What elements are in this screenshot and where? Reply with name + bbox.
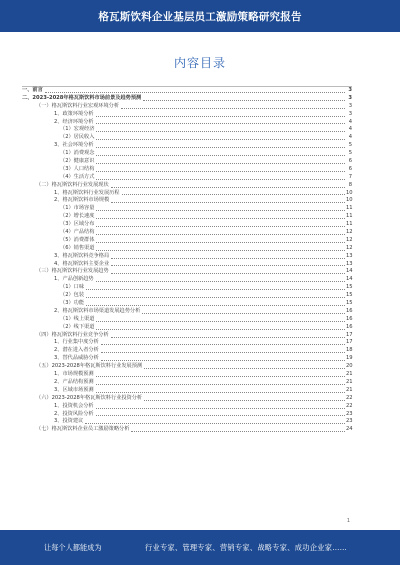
toc-leader-dots <box>96 122 345 124</box>
toc-entry-page: 15 <box>346 292 353 299</box>
toc-entry-page: 21 <box>346 371 353 378</box>
toc-entry-label: 2、格瓦斯饮料市场渠道发展趋势分析 <box>54 307 141 314</box>
toc-entry-page: 18 <box>346 347 353 354</box>
toc-entry-label: （3）区域分布 <box>60 221 95 228</box>
toc-entry-page: 6 <box>348 158 352 164</box>
toc-entry-label: 一、前言 <box>22 86 43 93</box>
toc-entry-label: （七）格瓦斯饮料企业员工激励策略分析 <box>36 426 130 433</box>
toc-entry[interactable] <box>22 426 352 434</box>
toc-entry[interactable] <box>22 150 352 158</box>
toc-leader-dots <box>122 193 345 195</box>
toc-entry-label: （6）销售渠道 <box>60 244 95 251</box>
toc-leader-dots <box>96 407 345 409</box>
toc-entry-page: 3 <box>348 86 352 93</box>
toc-entry[interactable] <box>22 213 352 221</box>
footer-slogan-left: 让每个人都能成为 <box>44 542 102 552</box>
toc-entry[interactable] <box>22 355 352 363</box>
toc-leader-dots <box>121 107 345 109</box>
toc-entry-page: 12 <box>346 236 353 243</box>
footer-slogan-right: 行业专家、管理专家、营销专家、战略专家、成功企业家…… <box>145 542 348 552</box>
toc-entry[interactable] <box>22 324 352 332</box>
toc-entry-page: 12 <box>346 229 353 236</box>
toc-entry-page: 17 <box>346 331 353 338</box>
toc-entry[interactable] <box>22 300 352 308</box>
toc-entry-page: 12 <box>346 244 353 251</box>
toc-entry[interactable] <box>22 103 352 111</box>
toc-leader-dots <box>96 162 345 164</box>
toc-leader-dots <box>96 170 345 172</box>
toc-entry-label: 2、产品结构预测 <box>54 378 94 385</box>
toc-entry-page: 15 <box>346 284 353 291</box>
toc-leader-dots <box>96 138 345 140</box>
toc-leader-dots <box>143 99 345 101</box>
toc-entry-label: 1、行业集中度分析 <box>54 339 99 346</box>
toc-leader-dots <box>96 178 345 180</box>
toc-entry[interactable] <box>22 174 352 182</box>
toc-entry-label: （3）功能 <box>60 300 85 307</box>
toc-entry[interactable] <box>22 316 352 324</box>
toc-leader-dots <box>96 320 345 322</box>
toc-entry-page: 23 <box>346 418 353 425</box>
toc-leader-dots <box>86 304 345 306</box>
toc-entry-page: 21 <box>346 378 353 385</box>
toc-entry-page: 16 <box>346 315 353 322</box>
toc-leader-dots <box>131 430 345 432</box>
toc-entry-label: （1）市场容量 <box>60 205 95 212</box>
toc-entry-label: （三）格瓦斯饮料行业发展趋势 <box>36 268 109 275</box>
toc-entry-page: 7 <box>348 173 352 180</box>
toc-entry[interactable] <box>22 403 352 411</box>
toc-entry-label: 1、格瓦斯饮料行业发展历程 <box>54 189 120 196</box>
toc-entry-label: 3、替代品威胁分析 <box>54 355 99 362</box>
toc-entry[interactable] <box>22 245 352 253</box>
toc-entry-page: 11 <box>346 221 353 228</box>
toc-entry-page: 24 <box>346 426 353 433</box>
toc-leader-dots <box>96 217 345 219</box>
toc-entry-label: 3、格瓦斯饮料竞争格局 <box>54 252 110 259</box>
toc-entry-page: 16 <box>346 323 353 330</box>
toc-entry[interactable] <box>22 237 352 245</box>
toc-entry-label: 3、区域市场预测 <box>54 386 94 393</box>
toc-leader-dots <box>96 241 345 243</box>
toc-leader-dots <box>96 375 345 377</box>
toc-leader-dots <box>144 367 345 369</box>
toc-leader-dots <box>111 201 345 203</box>
toc-entry[interactable] <box>22 182 352 190</box>
toc-entry-page: 16 <box>346 307 353 314</box>
toc-entry-page: 14 <box>346 268 353 275</box>
toc-entry-page: 23 <box>346 410 353 417</box>
toc-entry-label: 1、市场规模预测 <box>54 371 94 378</box>
toc-entry-page: 13 <box>346 260 353 267</box>
toc-entry-page: 17 <box>346 339 353 346</box>
document-footer <box>0 530 400 565</box>
toc-leader-dots <box>96 130 345 132</box>
toc-leader-dots <box>111 186 345 188</box>
toc-entry-label: （2）线下渠道 <box>60 323 95 330</box>
toc-entry-label: （4）生活方式 <box>60 173 95 180</box>
toc-entry-label: 3、投资建议 <box>54 418 84 425</box>
toc-entry-page: 11 <box>346 213 353 220</box>
toc-entry-page: 4 <box>348 126 352 133</box>
toc-heading: 内容目录 <box>173 56 226 70</box>
toc-leader-dots <box>96 233 345 235</box>
toc-entry-label: （五）2023-2028年格瓦斯饮料行业发展预测 <box>36 363 143 370</box>
toc-entry[interactable] <box>22 87 352 95</box>
toc-entry-label: （1）口味 <box>60 284 85 291</box>
document-title: 格瓦斯饮料企业基层员工激励策略研究报告 <box>98 10 302 23</box>
toc-entry-page: 6 <box>348 165 352 172</box>
toc-entry-page: 15 <box>346 300 353 307</box>
toc-leader-dots <box>96 154 345 156</box>
toc-leader-dots <box>86 296 345 298</box>
toc-entry-label: 1、政策环境分析 <box>54 110 94 117</box>
toc-leader-dots <box>85 422 345 424</box>
toc-leader-dots <box>96 391 345 393</box>
toc-leader-dots <box>96 328 345 330</box>
toc-entry-label: 4、格瓦斯饮料主要企业 <box>54 260 110 267</box>
toc-entry-page: 3 <box>348 110 352 117</box>
document-header <box>0 0 400 32</box>
toc-leader-dots <box>111 264 345 266</box>
toc-entry[interactable] <box>22 221 352 229</box>
toc-entry[interactable] <box>22 395 352 403</box>
toc-entry[interactable] <box>22 229 352 237</box>
toc-entry-label: （四）格瓦斯饮料行业竞争分析 <box>36 331 109 338</box>
toc-leader-dots <box>45 91 345 93</box>
toc-entry-label: （5）消费群体 <box>60 236 95 243</box>
toc-entry[interactable] <box>22 363 352 371</box>
toc-entry-label: 1、产品创新趋势 <box>54 276 94 283</box>
toc-entry-page: 5 <box>348 150 352 157</box>
toc-leader-dots <box>111 336 345 338</box>
toc-entry-label: 二、2023-2028年格瓦斯饮料市场前景及趋势预测 <box>22 94 142 101</box>
toc-entry-label: （二）格瓦斯饮料行业发展现状 <box>36 181 109 188</box>
toc-entry-label: （2）健康意识 <box>60 158 95 164</box>
toc-entry-page: 4 <box>348 134 352 141</box>
toc-entry[interactable] <box>22 111 352 119</box>
toc-entry-page: 10 <box>346 197 353 204</box>
toc-entry-page: 22 <box>346 394 353 401</box>
toc-entry-label: 3、社会环境分析 <box>54 142 94 149</box>
toc-entry-page: 21 <box>346 386 353 393</box>
toc-entry-page: 13 <box>346 252 353 259</box>
toc-entry-page: 14 <box>346 276 353 283</box>
toc-entry-label: 2、投资风险分析 <box>54 410 94 417</box>
toc-leader-dots <box>111 272 345 274</box>
table-of-contents <box>22 87 352 514</box>
toc-entry[interactable] <box>22 284 352 292</box>
toc-leader-dots <box>101 343 345 345</box>
toc-leader-dots <box>101 359 345 361</box>
page-number: 1 <box>346 518 350 524</box>
toc-entry-page: 20 <box>346 363 353 370</box>
toc-entry[interactable] <box>22 158 352 166</box>
toc-leader-dots <box>96 280 345 282</box>
toc-entry-label: （3）人口结构 <box>60 165 95 172</box>
toc-entry-label: （1）线上渠道 <box>60 315 95 322</box>
toc-entry-label: （1）宏观经济 <box>60 126 95 133</box>
toc-entry-page: 4 <box>348 118 352 125</box>
toc-leader-dots <box>144 399 345 401</box>
toc-entry-label: （2）包装 <box>60 292 85 299</box>
toc-leader-dots <box>111 257 345 259</box>
toc-entry-page: 22 <box>346 402 353 409</box>
toc-leader-dots <box>86 288 345 290</box>
toc-leader-dots <box>96 383 345 385</box>
toc-entry-page: 5 <box>348 142 352 149</box>
toc-leader-dots <box>96 414 345 416</box>
toc-entry-label: （2）居民收入 <box>60 134 95 141</box>
toc-entry[interactable] <box>22 379 352 387</box>
toc-entry[interactable] <box>22 371 352 379</box>
toc-entry-label: 2、经济环境分析 <box>54 118 94 125</box>
toc-leader-dots <box>96 115 345 117</box>
toc-entry[interactable] <box>22 166 352 174</box>
toc-entry[interactable] <box>22 142 352 150</box>
toc-leader-dots <box>142 312 345 314</box>
toc-entry-page: 3 <box>348 94 352 101</box>
toc-entry-label: 2、潜在进入者分析 <box>54 347 99 354</box>
toc-entry-page: 19 <box>346 355 353 362</box>
toc-leader-dots <box>96 146 345 148</box>
toc-entry-page: 3 <box>348 102 352 109</box>
toc-entry-page: 8 <box>348 181 352 188</box>
toc-entry[interactable] <box>22 387 352 395</box>
toc-entry-label: （4）产品结构 <box>60 229 95 236</box>
toc-leader-dots <box>96 209 345 211</box>
toc-entry-page: 10 <box>346 189 353 196</box>
toc-entry[interactable] <box>22 253 352 261</box>
toc-entry-label: （2）增长速度 <box>60 213 95 220</box>
toc-entry-label: （1）消费观念 <box>60 150 95 157</box>
toc-leader-dots <box>96 249 345 251</box>
toc-leader-dots <box>96 225 345 227</box>
toc-entry[interactable] <box>22 308 352 316</box>
toc-leader-dots <box>101 351 345 353</box>
toc-entry-label: 2、格瓦斯饮料市场规模 <box>54 197 110 204</box>
toc-entry[interactable] <box>22 95 352 103</box>
toc-entry[interactable] <box>22 292 352 300</box>
toc-entry-label: （六）2023-2028年格瓦斯饮料行业投资分析 <box>36 394 143 401</box>
toc-entry-label: 1、投资机会分析 <box>54 402 94 409</box>
toc-entry-label: （一）格瓦斯饮料行业宏观环境分析 <box>36 102 120 109</box>
toc-entry-page: 11 <box>346 205 353 212</box>
